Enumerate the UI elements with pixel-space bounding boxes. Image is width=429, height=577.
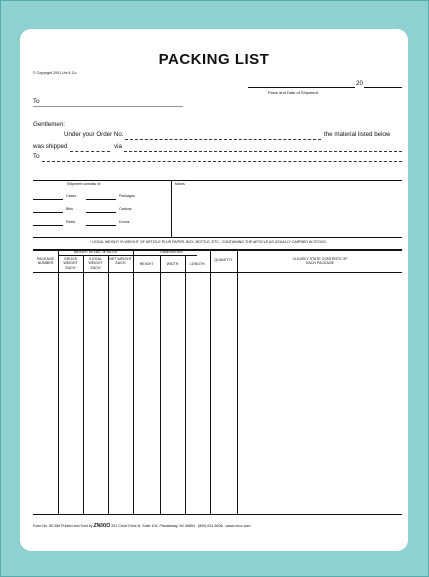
col-divider xyxy=(108,255,109,514)
col-contents: CLEARLY STATE CONTENTS OF EACH PACKAGE xyxy=(292,257,348,266)
col-divider xyxy=(160,255,161,514)
shipped-date-line[interactable] xyxy=(70,151,110,152)
via-label: via xyxy=(114,143,122,150)
cartons-label: Cartons xyxy=(119,207,132,211)
place-date-line[interactable] xyxy=(248,87,355,88)
packages-label: Packages xyxy=(119,194,135,198)
col-quantity: QUANTITY xyxy=(214,258,233,262)
col-gross-weight: GROSS WEIGHT EACH xyxy=(63,257,78,270)
cases-label: Cases xyxy=(66,194,77,198)
shipment-bottom-rule xyxy=(33,237,402,238)
copyright-text: © Copyright 2001 Uni & Co. xyxy=(33,71,78,75)
col-divider xyxy=(83,255,84,514)
legal-weight-note: * LEGAL WEIGHT IS WEIGHT OF ARTICLE PLUS PAPER, BOX, BOTTLE, ETC., CONTAINING THE ARTICLE AS USUALLY CARRIED IN STOCK. xyxy=(90,240,327,244)
col-legal-weight: *LEGAL WEIGHT EACH xyxy=(88,257,103,270)
col-divider xyxy=(210,249,211,514)
table-header-rule xyxy=(33,272,402,273)
gentlemen-label: Gentlemen: xyxy=(33,121,65,128)
marks-label: Marks xyxy=(175,182,185,186)
group-header-rule xyxy=(58,255,197,256)
col-divider xyxy=(133,249,134,514)
col-height: HEIGHT xyxy=(139,262,154,266)
drums-label: Drums xyxy=(119,220,130,224)
col-length: LENGTH xyxy=(190,262,205,266)
order-text-start: Under your Order No. xyxy=(64,131,124,138)
form-number: Form No. 50-358 Printed and Sold by xyxy=(33,524,93,528)
to2-label: To xyxy=(33,153,40,160)
order-number-line[interactable] xyxy=(125,139,321,140)
weight-group-header: WEIGHT IN LBS. or KILOS xyxy=(73,250,118,254)
footer-address: 201 Circle Drive N, Suite 104, Piscataway, NJ 08854 · (800) 631-8006 · www.rxcxc.com xyxy=(111,524,251,528)
place-date-label: Place and Date of Shipment xyxy=(268,90,318,95)
bbls-line[interactable] xyxy=(33,212,63,213)
shipment-top-rule xyxy=(33,180,402,181)
year-line[interactable] xyxy=(364,87,402,88)
shipment-consists-label: Shipment consists of: xyxy=(67,182,102,186)
cartons-line[interactable] xyxy=(86,212,116,213)
dimensions-group-header: DIMENSIONS xyxy=(160,250,183,254)
marks-divider xyxy=(171,180,172,237)
cases-line[interactable] xyxy=(33,199,63,200)
was-shipped-label: was shipped xyxy=(33,143,68,150)
reels-label: Reels xyxy=(66,220,76,224)
via-line[interactable] xyxy=(124,151,402,152)
packages-line[interactable] xyxy=(86,199,116,200)
to-line[interactable] xyxy=(33,106,183,107)
brand-logo: ZNIXIO xyxy=(93,523,111,529)
bbls-label: Bbls xyxy=(66,207,73,211)
to2-line[interactable] xyxy=(42,161,402,162)
drums-line[interactable] xyxy=(86,225,116,226)
footer xyxy=(33,524,251,528)
col-divider xyxy=(185,255,186,514)
col-net-weight: NET WEIGHT EACH xyxy=(109,257,132,266)
reels-line[interactable] xyxy=(33,225,63,226)
order-text-end: the material listed below xyxy=(324,131,391,138)
page-title: PACKING LIST xyxy=(158,51,270,68)
col-divider xyxy=(237,249,238,514)
to-label: To xyxy=(33,98,40,105)
col-width: WIDTH xyxy=(166,262,179,266)
table-bottom-rule xyxy=(33,514,402,515)
year-prefix: 20 xyxy=(356,80,363,87)
col-package-number: PACKAGE NUMBER xyxy=(36,257,55,266)
col-divider xyxy=(58,249,59,514)
packing-list-sheet xyxy=(20,29,408,551)
